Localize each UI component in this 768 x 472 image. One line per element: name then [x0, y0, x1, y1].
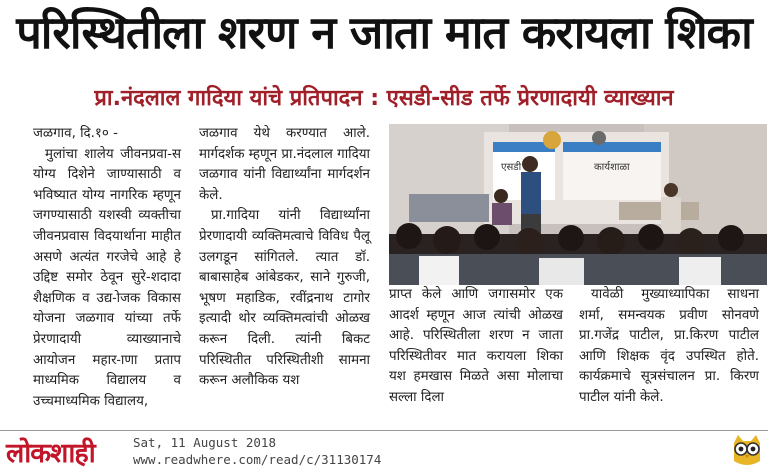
publication-date: Sat, 11 August 2018 [133, 435, 276, 450]
footer-bar [0, 430, 768, 472]
headline: परिस्थितीला शरण न जाता मात करायला शिका [16, 6, 752, 59]
article-column-4 [579, 285, 759, 409]
owl-mascot-icon [730, 433, 764, 469]
event-photo-illustration [389, 124, 767, 285]
article-column-1 [33, 124, 181, 412]
banner-text-left: एसडी [501, 162, 522, 173]
source-url[interactable]: www.readwhere.com/read/c/31130174 [133, 452, 382, 467]
newspaper-logo[interactable]: लोकशाही [6, 438, 95, 469]
paragraph: मुलांचा शालेय जीवनप्रवा-स योग्य दिशेने जाण्यासाठी व भविष्यात योग्य नागरिक म्हणून जगण्यासाठी यशस्वी व्यक्तीचा जीवनप्रवास विदयार्थाना माहीत असणे अत्यंत गरजेचे आहे हे उद्दिष्ट समोर ठेवून सुरे-शदादा शैक्षणिक व उद्य-ोजक विकास योजना जळगाव यांच्या तर्फे प्रेरणादायी व्याख्यानाचे आयोजन महार-ाणा प्रताप माध्यमिक विद्यालय व उच्चमाध्यमिक विद्यालय, [33, 146, 181, 409]
article-column-2 [199, 124, 370, 392]
subheadline: प्रा.नंदलाल गादिया यांचे प्रतिपादन : एसडी-सीड तर्फे प्रेरणादायी व्याख्यान [94, 86, 674, 111]
paragraph: जळगाव येथे करण्यात आले. मार्गदर्शक म्हणून प्रा.नंदलाल गादिया जळगाव यांनी विद्यार्थ्यांना मार्गदर्शन केले. [199, 126, 370, 203]
banner-text-right: कार्यशाळा [594, 162, 630, 173]
event-photo [389, 124, 767, 285]
paragraph: यावेळी मुख्याध्यापिका साधना शर्मा, समन्वयक प्रवीण सोनवणे प्रा.गजेंद्र पाटील, प्रा.किरण पाटील आणि शिक्षक वृंद उपस्थित होते. कार्यक्रमाचे सूत्रसंचालन प्रा. किरण पाटील यांनी केले. [579, 287, 759, 405]
footer-meta [133, 434, 381, 468]
paragraph: प्रा.गादिया यांनी विद्यार्थ्यांना प्रेरणादायी व्यक्तिमत्वाचे विविध पैलू उलगडून सांगितले. त्यात डॉ. बाबासाहेब आंबेडकर, साने गुरुजी, भूषण महाडिक, रवींद्रनाथ टागोर इत्यादी थोर व्यक्तिमत्वांची ओळख करून दिली. त्यांनी बिकट परिस्थितीत परिस्थितीशी सामना करून अलौकिक यश [199, 208, 370, 389]
dateline: जळगाव, दि.१० - [33, 126, 118, 141]
paragraph: प्राप्त केले आणि जगासमोर एक आदर्श म्हणून आज त्यांची ओळख आहे. परिस्थितीला शरण न जाता परिस्थितीवर मात करायला शिका यश हमखास मिळते असा मोलाचा सल्ला दिला [389, 287, 563, 405]
article-column-3 [389, 285, 563, 409]
